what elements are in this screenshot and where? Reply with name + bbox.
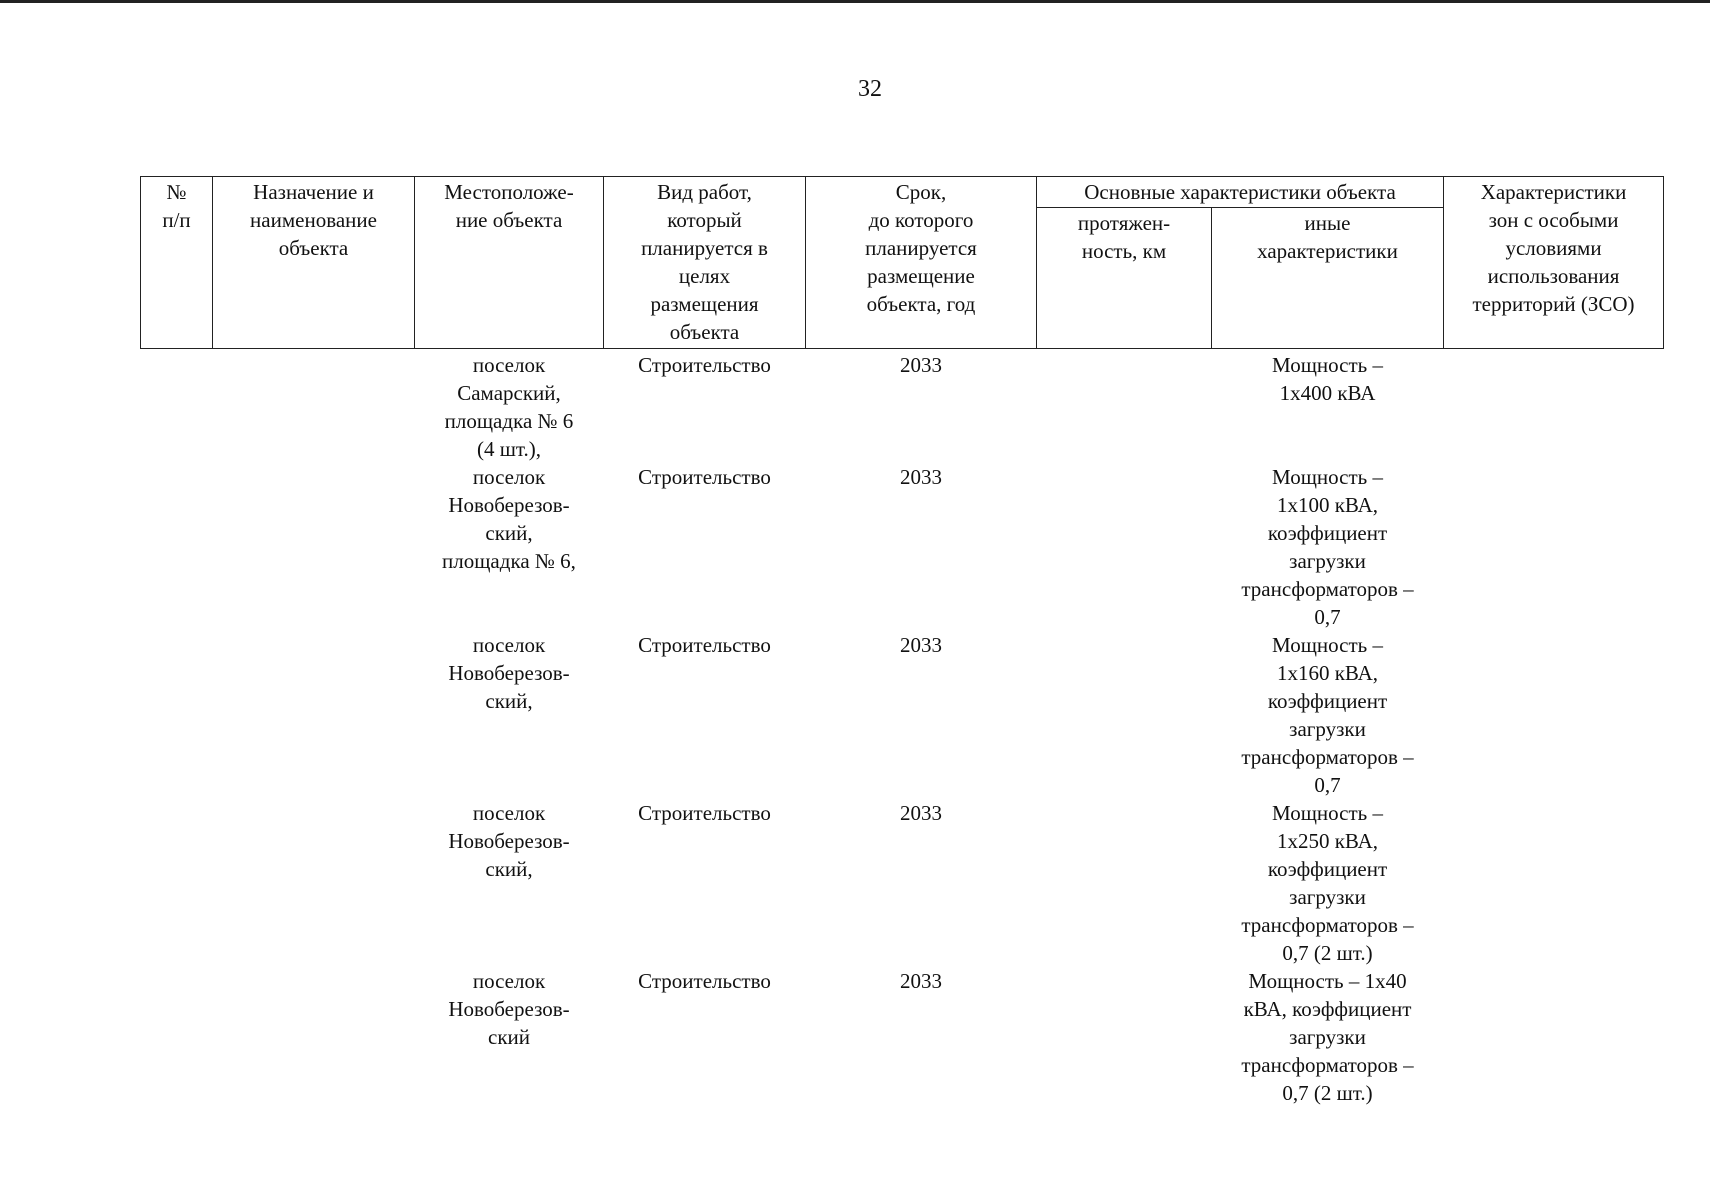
cell-work-type: Строительство [638,633,771,657]
cell-length [1037,349,1212,464]
cell-other: Мощность – 1х100 кВА, коэффициент загрузки трансформаторов – 0,7 [1241,465,1414,629]
header-main-characteristics: Основные характеристики объекта [1037,177,1444,208]
cell-deadline: 2033 [900,969,942,993]
cell-location: поселок Новоберезов- ский, площадка № 6, [442,465,576,573]
cell-zso [1444,967,1664,1107]
table-row [141,463,1664,631]
header-length: протяжен- ность, км [1037,208,1212,349]
header-deadline: Срок, до которого планируется размещение объекта, год [806,177,1037,349]
cell-name [213,463,415,631]
table-header [141,177,1664,349]
cell-work-type: Строительство [638,969,771,993]
cell-num [141,463,213,631]
cell-length [1037,631,1212,799]
cell-name [213,799,415,967]
cell-location: поселок Самарский, площадка № 6 (4 шт.), [444,353,574,461]
cell-location: поселок Новоберезов- ский [448,969,570,1049]
header-zso: Характеристики зон с особыми условиями использования территорий (ЗСО) [1444,177,1664,349]
table-row [141,631,1664,799]
cell-num [141,799,213,967]
table-row [141,349,1664,464]
cell-work-type: Строительство [638,465,771,489]
cell-zso [1444,799,1664,967]
cell-num [141,967,213,1107]
cell-length [1037,463,1212,631]
cell-zso [1444,349,1664,464]
table-row [141,799,1664,967]
cell-deadline: 2033 [900,465,942,489]
cell-other: Мощность – 1х40 кВА, коэффициент загрузки трансформаторов – 0,7 (2 шт.) [1241,969,1414,1105]
top-border-line [0,0,1710,3]
page-number: 32 [858,76,882,102]
cell-length [1037,799,1212,967]
header-work-type: Вид работ, который планируется в целях размещения объекта [604,177,806,349]
cell-zso [1444,631,1664,799]
cell-location: поселок Новоберезов- ский, [448,801,570,881]
cell-deadline: 2033 [900,633,942,657]
cell-num [141,349,213,464]
cell-zso [1444,463,1664,631]
header-name: Назначение и наименование объекта [213,177,415,349]
cell-name [213,631,415,799]
cell-name [213,967,415,1107]
cell-other: Мощность – 1х250 кВА, коэффициент загрузки трансформаторов – 0,7 (2 шт.) [1241,801,1414,965]
cell-name [213,349,415,464]
table-row [141,967,1664,1107]
table-body [141,349,1664,1108]
cell-work-type: Строительство [638,353,771,377]
objects-table [140,176,1664,1107]
header-other-characteristics: иные характеристики [1212,208,1444,349]
header-num: № п/п [141,177,213,349]
cell-length [1037,967,1212,1107]
cell-other: Мощность – 1х400 кВА [1272,353,1383,405]
cell-location: поселок Новоберезов- ский, [448,633,570,713]
cell-work-type: Строительство [638,801,771,825]
cell-deadline: 2033 [900,801,942,825]
cell-deadline: 2033 [900,353,942,377]
cell-num [141,631,213,799]
header-location: Местоположе- ние объекта [415,177,604,349]
cell-other: Мощность – 1х160 кВА, коэффициент загрузки трансформаторов – 0,7 [1241,633,1414,797]
